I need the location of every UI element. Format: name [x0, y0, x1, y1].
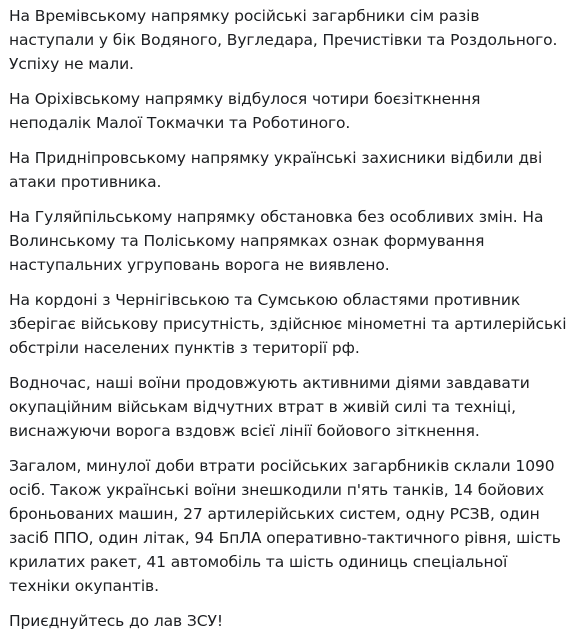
paragraph-orikhivskyi: На Оріхівському напрямку відбулося чотири боєзіткнення неподалік Малої Токмачки та Роботиного.	[9, 90, 481, 132]
paragraph-huliaipilskyi: На Гуляйпільському напрямку обстановка без особливих змін. На Волинському та Поліському напрямках ознак формування наступальних угруповань ворога не виявлено.	[9, 208, 544, 274]
paragraph-daily-totals: Загалом, минулої доби втрати російських загарбників склали 1090 осіб. Також українські воїни знешкодили п'ять танків, 14 бойових броньованих машин, 27 артилерійських систем, одну РСЗВ, один засіб ППО, один літак, 94 БпЛА оперативно-тактичного рівня, шість крилатих ракет, 41 автомобіль та шість одиниць спеціальної техніки окупантів.	[9, 457, 561, 595]
paragraph-border: На кордоні з Чернігівською та Сумською областями противник зберігає військову присутність, здійснює мінометні та артилерійські обстріли населених пунктів з території рф.	[9, 291, 567, 357]
paragraph-vremivskyi: На Времівському напрямку російські загарбники сім разів наступали у бік Водяного, Вугледара, Пречистівки та Роздольного. Успіху не мали.	[9, 7, 558, 73]
post-text	[9, 4, 569, 644]
paragraph-call-to-join: Приєднуйтесь до лав ЗСУ!	[9, 612, 223, 630]
paragraph-losses-inflicted: Водночас, наші воїни продовжують активними діями завдавати окупаційним військам відчутних втрат в живій силі та техніці, виснажуючи ворога вздовж всієї лінії бойового зіткнення.	[9, 374, 530, 440]
paragraph-prydniprovskyi: На Придніпровському напрямку українські захисники відбили дві атаки противника.	[9, 149, 543, 191]
